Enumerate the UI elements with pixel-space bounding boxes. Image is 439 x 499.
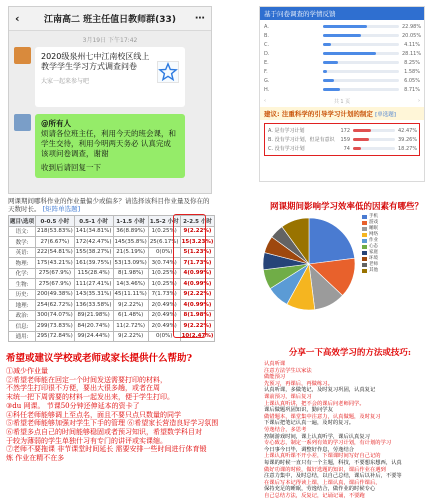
tip-item: 自己总结方法，反复记，记诵记诵，不要跑	[264, 492, 365, 499]
table-question-text: 网课期间哪科作业的作业量偏少或偏多？请选择该科目作业量及你在的天数时长。	[8, 197, 210, 213]
table-question	[8, 197, 212, 213]
option-bar-fill	[323, 79, 334, 82]
option-bar-fill	[323, 25, 367, 28]
chat-screenshot-panel	[8, 6, 212, 194]
help-suggestions-panel	[6, 350, 242, 484]
table-cell: 9(2.22%)	[180, 226, 215, 237]
option-bar-fill	[323, 61, 338, 64]
link-card-subtitle: 大家一起来参与吧	[41, 78, 90, 85]
survey-option-row	[268, 135, 416, 144]
tip-item: 在课后写本记得读上课，上课认真，课后作课后，	[264, 479, 381, 486]
legend-swatch	[362, 215, 367, 219]
chart-legend	[362, 214, 428, 274]
help-list	[6, 367, 242, 463]
option-bar-track	[323, 88, 399, 91]
survey-link-card[interactable]	[35, 47, 185, 107]
option-percent: 28.11%	[402, 50, 422, 57]
tip-item: 做错题本，课堂集中注意力，认真做题，及时复习	[264, 413, 381, 420]
chat-message-notice	[9, 114, 211, 178]
table-cell: 1(0.25%)	[148, 268, 180, 279]
tip-item: 注意方法学生以家法	[264, 367, 312, 374]
help-item: ⑥希望多点自己的时间能够稳固或者预习知识，希望数学科目对	[6, 427, 202, 436]
study-tips-panel	[264, 346, 436, 499]
table-cell: 175(43.21%)	[36, 258, 75, 269]
survey-option-row	[264, 31, 420, 40]
option-count: 172	[340, 127, 350, 134]
tip-item: 下课后把笔记认真一遍，及时的复习。	[264, 420, 355, 427]
help-item: 于较为薄弱的学生单独什习有专门的讲评或实课缩。	[6, 436, 167, 445]
option-bar-fill	[353, 138, 369, 141]
survey-option-row	[268, 126, 416, 135]
page-prev-icon[interactable]: ‹	[264, 98, 266, 104]
tip-item: 先预习，再课后，再做练习。	[264, 380, 333, 387]
table-cell: 5(1.23%)	[180, 247, 215, 258]
tip-item: 做能预习	[264, 374, 286, 381]
table-cell: 1(0.25%)	[148, 279, 180, 290]
link-card-title: 2020级泉州七中江南校区线上教学学生学习方式调查问卷	[41, 52, 150, 71]
option-bar-track	[353, 138, 395, 141]
legend-label: 老师	[369, 262, 378, 267]
legend-label: 睡眠	[369, 226, 378, 231]
legend-label: 环境	[369, 256, 378, 261]
pagination	[260, 96, 424, 107]
table-cell: 155(38.27%)	[74, 247, 113, 258]
chat-title: 江南高二 班主任值日教师群(33)	[44, 15, 176, 25]
table-cell: 7(1.73%)	[148, 289, 180, 300]
table-cell: 2(0.49%)	[148, 321, 180, 332]
survey-q2-tag: [单选题]	[375, 112, 396, 118]
option-bar-track	[323, 52, 399, 55]
survey-option-row	[264, 85, 420, 94]
legend-label: 心态	[369, 244, 378, 249]
tips-list	[264, 361, 436, 499]
legend-swatch	[362, 233, 367, 237]
table-cell: 300(74.07%)	[36, 310, 75, 321]
option-label: D.	[264, 50, 270, 57]
help-item: 末统一把下周需要的材料一起发出来，便于学生打印。	[6, 393, 174, 402]
table-cell: 141(34.81%)	[74, 226, 113, 237]
option-bar-fill	[323, 88, 340, 91]
tip-item: 做好功课的时候，做好选题的知识，课后作业在遇到	[264, 466, 386, 473]
table-cell: 145(35.8%)	[113, 237, 148, 248]
survey-option-row	[264, 67, 420, 76]
option-label: B. 没有学习计划，但是有意识	[268, 137, 335, 143]
legend-label: 手机	[369, 214, 378, 219]
survey-option-row	[264, 58, 420, 67]
option-percent: 4.11%	[404, 41, 420, 48]
survey-option-row	[264, 40, 420, 49]
table-cell: 9(2.22%)	[113, 331, 148, 342]
help-item: ③du 网课。 节课50分钟还伸延本的资卡了	[6, 401, 140, 410]
chart-title: 网课期间影响学习效率低的因素有哪些？	[269, 202, 423, 212]
help-item: 炼 作业在精不在多	[6, 454, 65, 463]
option-count: 74	[343, 145, 350, 152]
legend-swatch	[362, 227, 367, 231]
table-cell: 11(2.72%)	[113, 321, 148, 332]
option-percent: 20.05%	[402, 32, 422, 39]
table-cell: 25(6.17%)	[148, 237, 180, 248]
table-cell: 0(0%)	[148, 247, 180, 258]
table-cell: 14(3.46%)	[113, 279, 148, 290]
survey-option-row	[268, 144, 416, 153]
tip-item: 上课认真听讲，把不会的课后问老师同学。	[264, 400, 365, 407]
pie-slice-手机	[309, 218, 355, 264]
table-cell: 6(1.48%)	[113, 310, 148, 321]
table-cell: 1(0.25%)	[148, 226, 180, 237]
pie-chart	[259, 214, 359, 314]
table-cell: 英语:	[9, 247, 36, 258]
table-cell: 2(0.49%)	[148, 310, 180, 321]
survey-q2-title: 建议: 注重科学的引导学习计划的制定	[264, 110, 373, 118]
legend-label: 家庭	[369, 250, 378, 255]
table-cell: 53(13.09%)	[113, 258, 148, 269]
option-label: C. 没有学习计划	[268, 146, 305, 152]
legend-swatch	[362, 221, 367, 225]
table-cell: 136(33.58%)	[74, 300, 113, 311]
option-bar-track	[353, 129, 395, 132]
table-cell: 8(1.98%)	[180, 310, 215, 321]
legend-label: 游戏	[369, 220, 378, 225]
survey-q1-results	[260, 20, 424, 96]
help-item: ⑤希望老师能够加强对学生下手的管理 ⑥希望家长营造良好学习氛围	[6, 419, 219, 428]
tip-item: 注意力集中，及时总结，以自己总结，课后以补后，不要等	[264, 473, 402, 480]
table-cell: 历史:	[9, 289, 36, 300]
table-cell: 3(0.74%)	[148, 258, 180, 269]
mention-all: @所有人	[41, 119, 71, 128]
highlight-frame	[173, 214, 206, 338]
table-cell: 111(27.41%)	[74, 279, 113, 290]
table-cell: 295(72.84%)	[36, 331, 75, 342]
legend-label: 其他	[369, 268, 378, 273]
option-bar-track	[323, 70, 399, 73]
option-label: A.	[264, 23, 269, 30]
table-cell: 2(0.49%)	[148, 300, 180, 311]
table-cell: 299(73.83%)	[36, 321, 75, 332]
table-column-header: 1.5-2 小时	[148, 216, 180, 227]
table-cell: 115(28.4%)	[74, 268, 113, 279]
table-cell: 89(21.98%)	[74, 310, 113, 321]
efficiency-factors-chart-panel	[259, 200, 434, 348]
survey-feedback-panel	[259, 6, 425, 182]
table-cell: 政治:	[9, 310, 36, 321]
page-next-icon[interactable]: ›	[418, 98, 420, 104]
table-cell: 172(42.47%)	[74, 237, 113, 248]
help-item: 不然学生打印很不方便，要出大很多趟，或者在周	[6, 384, 160, 393]
table-column-header: 0.5-1 小时	[74, 216, 113, 227]
option-bar-fill	[353, 147, 361, 150]
more-icon[interactable]: ⋯	[195, 13, 205, 24]
avatar[interactable]	[14, 47, 31, 64]
option-bar-track	[353, 147, 395, 150]
option-bar-track	[323, 34, 399, 37]
help-item: ①减少作业量	[6, 367, 48, 375]
option-bar-fill	[323, 43, 331, 46]
table-column-header: 题目\选项	[9, 216, 36, 227]
table-cell: 9(2.22%)	[180, 289, 215, 300]
table-cell: 4(0.99%)	[180, 279, 215, 290]
option-percent: 42.47%	[398, 127, 418, 134]
table-cell: 200(49.38%)	[36, 289, 75, 300]
table-cell: 化学:	[9, 268, 36, 279]
option-percent: 6.05%	[404, 77, 420, 84]
star-icon	[157, 61, 179, 83]
option-label: F.	[264, 68, 268, 75]
table-cell: 99(24.44%)	[74, 331, 113, 342]
legend-item	[362, 268, 428, 274]
table-cell: 9(2.22%)	[113, 300, 148, 311]
option-bar-fill	[353, 129, 371, 132]
table-cell: 143(35.31%)	[74, 289, 113, 300]
table-cell: 4(0.99%)	[180, 268, 215, 279]
option-bar-fill	[323, 34, 361, 37]
survey-q2-results	[264, 123, 420, 156]
option-percent: 8.71%	[404, 86, 420, 93]
table-cell: 10(2.47%)	[180, 331, 215, 342]
tip-item: 保持充足的睡眠，劳逸结合，做作业的时候专心	[264, 486, 376, 493]
table-cell: 275(67.9%)	[36, 279, 75, 290]
table-cell: 物理:	[9, 258, 36, 269]
page-count: 共 1 页	[333, 99, 351, 105]
survey-option-row	[264, 49, 420, 58]
tips-title: 分享一下高效学习的方法或技巧:	[288, 348, 412, 358]
help-item: ④科任老师能够调上至点名，面且不要只点只数量的同学	[6, 410, 181, 419]
help-item: ②希望老师能在回定一个时间发送需要打印的材料，	[6, 375, 167, 384]
table-cell: 21(5.19%)	[113, 247, 148, 258]
tip-item: 每课的时候一直只有一个主题，科技，不要想东想西，认真	[264, 459, 402, 466]
table-cell: 161(39.75%)	[74, 258, 113, 269]
table-cell: 45(11.11%)	[113, 289, 148, 300]
table-cell: 生物:	[9, 279, 36, 290]
option-bar-track	[323, 43, 399, 46]
option-bar-fill	[323, 70, 327, 73]
table-cell: 15(3.23%)	[180, 237, 215, 248]
legend-label: 网络	[369, 232, 378, 237]
table-cell: 语文:	[9, 226, 36, 237]
legend-swatch	[362, 245, 367, 249]
legend-swatch	[362, 269, 367, 273]
option-bar-track	[323, 79, 399, 82]
option-bar-track	[323, 25, 399, 28]
option-count: 159	[340, 136, 350, 143]
table-column-header: 2-2.5 小时	[180, 216, 215, 227]
reply-request-text: 收到后请回复一下	[41, 163, 101, 172]
table-cell: 0(0%)	[148, 331, 180, 342]
legend-swatch	[362, 239, 367, 243]
table-cell: 222(54.81%)	[36, 247, 75, 258]
tip-item: 课前预习，课后复习	[264, 393, 312, 400]
survey-title: 基于问卷调查的学情反馈	[260, 7, 424, 20]
chat-header	[9, 7, 211, 31]
option-label: E.	[264, 59, 269, 66]
tip-item: 控制游戏时间，课上认真听学，课后认真复习	[264, 433, 370, 440]
table-column-header: 0-0.5 小时	[36, 216, 75, 227]
legend-swatch	[362, 251, 367, 255]
tip-item: 专心致志，制定一系列有效的学习计划，有计划的学习	[264, 440, 392, 447]
option-bar-track	[323, 61, 399, 64]
tip-item: 课后做题巩固知识，勤问学友	[264, 407, 333, 414]
tip-item: 今日事今日毕，调整好作息，劳逸结合	[264, 446, 355, 453]
survey-option-row	[264, 76, 420, 85]
legend-swatch	[362, 257, 367, 261]
option-label: G.	[264, 77, 270, 84]
option-percent: 39.26%	[398, 136, 418, 143]
table-cell: 275(67.9%)	[36, 268, 75, 279]
avatar[interactable]	[14, 114, 31, 131]
option-percent: 8.25%	[404, 59, 420, 66]
table-cell: 8(1.98%)	[113, 268, 148, 279]
option-label: C.	[264, 41, 270, 48]
tip-item: 认真听课	[264, 361, 286, 367]
table-question-tag: [矩阵单选题]	[42, 205, 81, 213]
table-cell: 地理:	[9, 300, 36, 311]
table-cell: 84(20.74%)	[74, 321, 113, 332]
table-cell: 数学:	[9, 237, 36, 248]
legend-swatch	[362, 263, 367, 267]
option-bar-fill	[323, 52, 376, 55]
table-cell: 27(6.67%)	[36, 237, 75, 248]
option-percent: 22.98%	[402, 23, 422, 30]
back-arrow-icon[interactable]: ‹	[15, 12, 20, 25]
chat-timestamp: 3月19日 下午17:42	[82, 37, 138, 44]
homework-time-table-panel	[8, 197, 212, 340]
option-label: H.	[264, 86, 270, 93]
survey-q2-heading	[260, 107, 424, 120]
table-cell: 218(53.83%)	[36, 226, 75, 237]
notice-bubble[interactable]	[35, 114, 185, 178]
table-cell: 9(2.22%)	[180, 321, 215, 332]
table-cell: 7(1.73%)	[180, 258, 215, 269]
option-label: A. 是有学习计划	[268, 128, 305, 134]
option-percent: 18.27%	[398, 145, 418, 152]
table-cell: 254(62.72%)	[36, 300, 75, 311]
tip-item: 认真听课，多做笔记，及时复习巩固，认真复记	[264, 387, 376, 394]
survey-option-row	[264, 22, 420, 31]
chat-message-card	[9, 47, 211, 107]
tip-item: 上课认真听课不开小差，下课课时间写好自己记的	[264, 453, 381, 460]
help-title: 希望或建议学校或老师或家长提供什么帮助?	[6, 353, 193, 364]
legend-label: 作业	[369, 238, 378, 243]
option-label: B.	[264, 32, 270, 39]
table-cell: 4(0.99%)	[180, 300, 215, 311]
table-column-header: 1-1.5 小时	[113, 216, 148, 227]
table-cell: 通用:	[9, 331, 36, 342]
notice-text: 烦请各位班主任，利用今天的班会课，和学生交待，利用今明两天务必 认真完成 该项问卷调查，谢谢	[41, 129, 176, 158]
help-item: ⑦老师不要拖课 非节课堂时间延长 需要安排一些时间进行体育锻	[6, 445, 207, 454]
option-percent: 1.58%	[404, 68, 420, 75]
tip-item: 劳逸结合，多思考	[264, 426, 307, 433]
table-cell: 信息:	[9, 321, 36, 332]
table-cell: 36(8.89%)	[113, 226, 148, 237]
